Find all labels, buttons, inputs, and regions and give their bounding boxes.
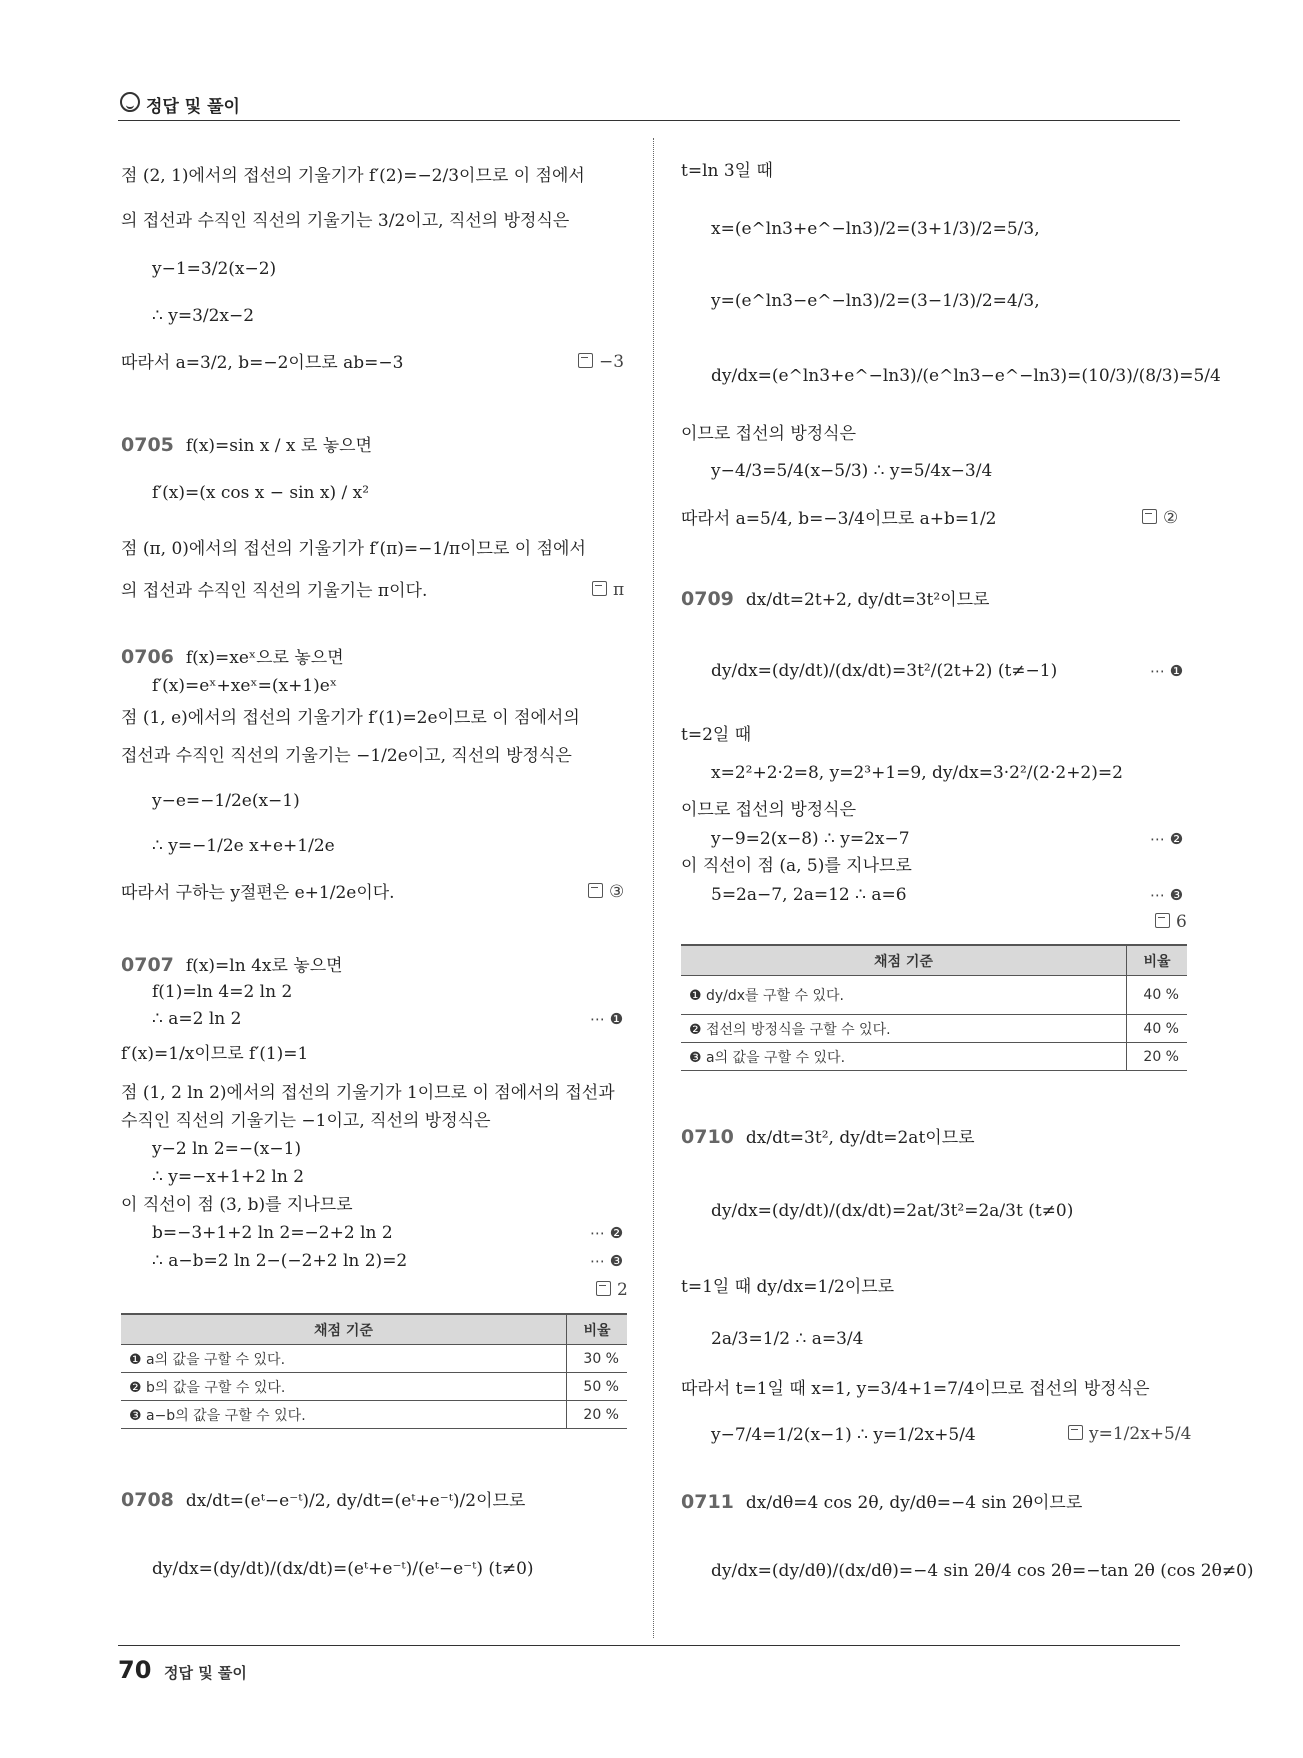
equation: b=−3+1+2 ln 2=−2+2 ln 2 [152, 1223, 393, 1243]
text-line: dx/dθ=4 cos 2θ, dy/dθ=−4 sin 2θ이므로 [745, 1493, 1083, 1513]
text-line: 점 (1, 2 ln 2)에서의 접선의 기울기가 1이므로 이 점에서의 접선과 [121, 1083, 615, 1103]
equation: dy/dx=(e^ln3+e^−ln3)/(e^ln3−e^−ln3)=(10/3)/(8/3)=5/4 [711, 366, 1221, 386]
equation: f′(x)=eˣ+xeˣ=(x+1)eˣ [152, 676, 338, 696]
table-cell: 20 % [567, 1401, 628, 1429]
table-row [681, 976, 1187, 1015]
equation: dy/dx=(dy/dθ)/(dx/dθ)=−4 sin 2θ/4 cos 2θ=−tan 2θ (cos 2θ≠0) [711, 1561, 1254, 1581]
answer [1155, 912, 1187, 932]
problem-0708 [121, 1488, 525, 1513]
equation: y−2 ln 2=−(x−1) [152, 1139, 302, 1159]
text-line: 이므로 접선의 방정식은 [681, 800, 857, 820]
equation: f′(x)=(x cos x − sin x) / x² [152, 483, 370, 503]
equation: ∴ a=2 ln 2 [152, 1009, 242, 1029]
answer [578, 352, 624, 372]
page-header [118, 88, 1180, 121]
text-line: 이므로 접선의 방정식은 [681, 424, 857, 444]
answer-value: 2 [617, 1280, 628, 1300]
table-row [121, 1401, 627, 1429]
equation: f(1)=ln 4=2 ln 2 [152, 982, 293, 1002]
answer-icon [578, 353, 593, 368]
text-line: t=1일 때 dy/dx=1/2이므로 [681, 1277, 895, 1297]
problem-number: 0705 [121, 434, 174, 456]
problem-number: 0708 [121, 1489, 174, 1511]
answer [588, 882, 624, 902]
equation: x=(e^ln3+e^−ln3)/2=(3+1/3)/2=5/3, [711, 219, 1040, 239]
problem-number: 0709 [681, 588, 734, 610]
grading-table [121, 1313, 627, 1429]
header-title: 정답 및 풀이 [146, 97, 240, 117]
problem-0711 [681, 1490, 1082, 1515]
smiley-icon [120, 92, 140, 112]
answer-value: y=1/2x+5/4 [1089, 1424, 1192, 1444]
column-header: 채점 기준 [681, 945, 1127, 976]
text-line: 점 (1, e)에서의 접선의 기울기가 f′(1)=2e이므로 이 점에서의 [121, 708, 580, 728]
page-number: 70 [118, 1656, 152, 1684]
table-row [681, 1043, 1187, 1071]
problem-number: 0711 [681, 1491, 734, 1513]
table-cell: 50 % [567, 1373, 628, 1401]
column-divider [653, 138, 654, 1638]
table-cell: 30 % [567, 1345, 628, 1373]
answer-icon [1068, 1425, 1083, 1440]
table-cell: ❶ a의 값을 구할 수 있다. [121, 1345, 567, 1373]
answer-icon [1155, 913, 1170, 928]
table-row [121, 1373, 627, 1401]
answer-value: −3 [599, 352, 625, 372]
table-cell: 40 % [1127, 1015, 1188, 1043]
table-row [681, 1015, 1187, 1043]
problem-number: 0710 [681, 1126, 734, 1148]
column-header: 비율 [567, 1314, 628, 1345]
step-marker: ⋯ ❶ [590, 1010, 624, 1028]
text-line: dx/dt=2t+2, dy/dt=3t²이므로 [745, 590, 990, 610]
text-line: 의 접선과 수직인 직선의 기울기는 3/2이고, 직선의 방정식은 [121, 211, 570, 231]
answer [1142, 508, 1178, 528]
answer [1068, 1424, 1191, 1444]
equation: ∴ y=−x+1+2 ln 2 [152, 1167, 305, 1187]
table-cell: 20 % [1127, 1043, 1188, 1071]
equation: y−9=2(x−8) ∴ y=2x−7 [711, 829, 910, 849]
equation: y−7/4=1/2(x−1) ∴ y=1/2x+5/4 [711, 1425, 976, 1445]
table-cell: ❸ a−b의 값을 구할 수 있다. [121, 1401, 567, 1429]
answer-value: ③ [609, 882, 625, 902]
text-line: 이 직선이 점 (a, 5)를 지나므로 [681, 856, 912, 876]
text-line: 따라서 a=5/4, b=−3/4이므로 a+b=1/2 [681, 509, 997, 529]
table-cell: ❶ dy/dx를 구할 수 있다. [681, 976, 1127, 1015]
text-line: 접선과 수직인 직선의 기울기는 −1/2e이고, 직선의 방정식은 [121, 746, 572, 766]
text-line: 따라서 a=3/2, b=−2이므로 ab=−3 [121, 353, 404, 373]
equation: dy/dx=(dy/dt)/(dx/dt)=3t²/(2t+2) (t≠−1) [711, 661, 1058, 681]
text-line: 수직인 직선의 기울기는 −1이고, 직선의 방정식은 [121, 1111, 491, 1131]
step-marker: ⋯ ❸ [1150, 886, 1184, 904]
answer [592, 580, 624, 600]
problem-0707 [121, 953, 343, 978]
text-line: 의 접선과 수직인 직선의 기울기는 π이다. [121, 581, 428, 601]
answer [596, 1280, 628, 1300]
text-line: 점 (2, 1)에서의 접선의 기울기가 f′(2)=−2/3이므로 이 점에서 [121, 166, 585, 186]
problem-0705 [121, 433, 372, 458]
table-header-row [681, 945, 1187, 976]
table-header-row [121, 1314, 627, 1345]
problem-number: 0707 [121, 954, 174, 976]
text-line: dx/dt=(eᵗ−e⁻ᵗ)/2, dy/dt=(eᵗ+e⁻ᵗ)/2이므로 [185, 1491, 526, 1511]
equation: x=2²+2·2=8, y=2³+1=9, dy/dx=3·2²/(2·2+2)=2 [711, 763, 1123, 783]
text-line: t=2일 때 [681, 725, 752, 745]
step-marker: ⋯ ❶ [1150, 662, 1184, 680]
answer-value: ② [1163, 508, 1179, 528]
text-line: t=ln 3일 때 [681, 161, 773, 181]
equation: ∴ a−b=2 ln 2−(−2+2 ln 2)=2 [152, 1251, 408, 1271]
text-line: f(x)=sin x / x 로 놓으면 [185, 436, 372, 456]
text-line: f(x)=ln 4x로 놓으면 [185, 956, 343, 976]
step-marker: ⋯ ❷ [590, 1224, 624, 1242]
text-line: 이 직선이 점 (3, b)를 지나므로 [121, 1195, 353, 1215]
table-cell: ❸ a의 값을 구할 수 있다. [681, 1043, 1127, 1071]
column-header: 채점 기준 [121, 1314, 567, 1345]
answer-icon [1142, 509, 1157, 524]
equation: y−1=3/2(x−2) [152, 259, 277, 279]
equation: 5=2a−7, 2a=12 ∴ a=6 [711, 885, 907, 905]
equation: f′(x)=1/x이므로 f′(1)=1 [121, 1044, 309, 1064]
problem-0709 [681, 587, 989, 612]
text-line: 점 (π, 0)에서의 접선의 기울기가 f′(π)=−1/π이므로 이 점에서 [121, 539, 586, 559]
equation: y−4/3=5/4(x−5/3) ∴ y=5/4x−3/4 [711, 461, 993, 481]
table-cell: ❷ b의 값을 구할 수 있다. [121, 1373, 567, 1401]
table-row [121, 1345, 627, 1373]
table-cell: 40 % [1127, 976, 1188, 1015]
text-line: 따라서 구하는 y절편은 e+1/2e이다. [121, 883, 395, 903]
equation: y=(e^ln3−e^−ln3)/2=(3−1/3)/2=4/3, [711, 291, 1040, 311]
text-line: f(x)=xeˣ으로 놓으면 [185, 648, 344, 668]
answer-icon [592, 581, 607, 596]
answer-value: 6 [1176, 912, 1187, 932]
page-footer [118, 1645, 1180, 1684]
equation: ∴ y=3/2x−2 [152, 306, 255, 326]
table-cell: ❷ 접선의 방정식을 구할 수 있다. [681, 1015, 1127, 1043]
problem-number: 0706 [121, 646, 174, 668]
problem-0710 [681, 1125, 975, 1150]
equation: ∴ y=−1/2e x+e+1/2e [152, 836, 335, 856]
equation: dy/dx=(dy/dt)/(dx/dt)=(eᵗ+e⁻ᵗ)/(eᵗ−e⁻ᵗ) (t≠0) [152, 1559, 534, 1579]
footer-title: 정답 및 풀이 [164, 1664, 247, 1682]
text-line: 따라서 t=1일 때 x=1, y=3/4+1=7/4이므로 접선의 방정식은 [681, 1379, 1150, 1399]
step-marker: ⋯ ❸ [590, 1252, 624, 1270]
answer-icon [596, 1281, 611, 1296]
problem-0706 [121, 645, 344, 670]
column-header: 비율 [1127, 945, 1188, 976]
equation: y−e=−1/2e(x−1) [152, 791, 300, 811]
answer-value: π [613, 580, 625, 600]
equation: dy/dx=(dy/dt)/(dx/dt)=2at/3t²=2a/3t (t≠0) [711, 1201, 1074, 1221]
step-marker: ⋯ ❷ [1150, 830, 1184, 848]
answer-icon [588, 883, 603, 898]
equation: 2a/3=1/2 ∴ a=3/4 [711, 1329, 864, 1349]
text-line: dx/dt=3t², dy/dt=2at이므로 [745, 1128, 975, 1148]
grading-table [681, 944, 1187, 1071]
